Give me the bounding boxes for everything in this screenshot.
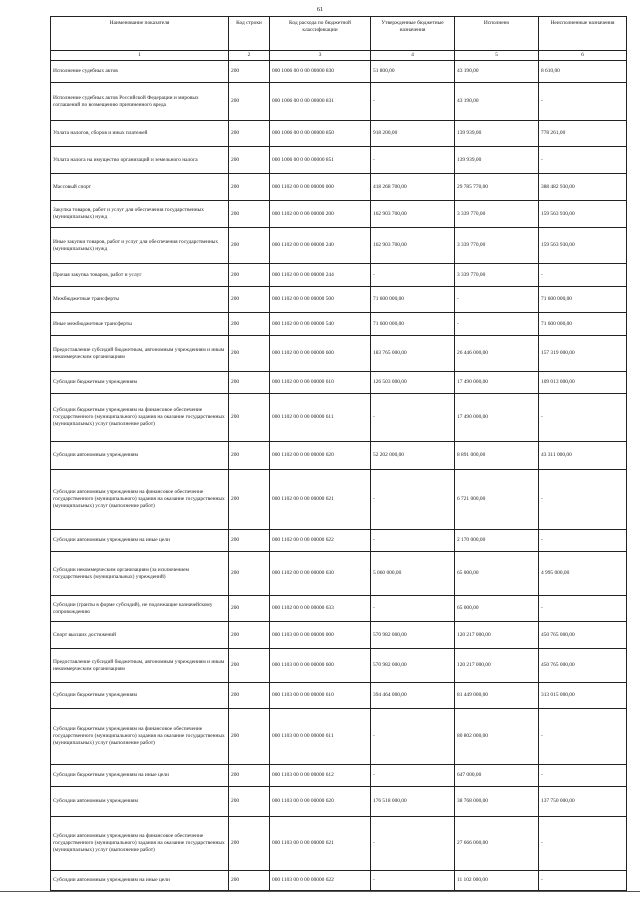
unexecuted-value-cell: 71 600 000,00 — [539, 313, 627, 336]
budget-code-cell: 000 1102 00 0 00 00000 633 — [270, 596, 371, 622]
budget-code-cell: 000 1102 00 0 00 00000 000 — [270, 174, 371, 201]
executed-value-cell: 139 939,00 — [455, 121, 539, 147]
header-indicator-name: Наименование показателя — [51, 17, 229, 51]
header-approved: Утвержденные бюджетные назначения — [371, 17, 455, 51]
table-row — [51, 649, 627, 683]
budget-code-cell: 000 1103 00 0 00 00000 600 — [270, 649, 371, 683]
approved-value-cell: - — [371, 530, 455, 552]
line-code-cell: 200 — [229, 264, 270, 287]
executed-value-cell: 6 721 000,00 — [455, 470, 539, 530]
executed-value-cell: 17 490 000,00 — [455, 372, 539, 394]
indicator-name-cell: Субсидии бюджетным учреждениям — [51, 683, 229, 709]
column-number: 3 — [270, 51, 371, 61]
unexecuted-value-cell: - — [539, 596, 627, 622]
approved-value-cell: - — [371, 83, 455, 121]
executed-value-cell: 120 217 000,00 — [455, 622, 539, 649]
approved-value-cell: - — [371, 394, 455, 442]
header-executed: Исполнено — [455, 17, 539, 51]
line-code-cell: 200 — [229, 394, 270, 442]
header-line-code: Код строки — [229, 17, 270, 51]
line-code-cell: 200 — [229, 228, 270, 264]
table-row — [51, 683, 627, 709]
executed-value-cell: 11 102 000,00 — [455, 871, 539, 891]
unexecuted-value-cell: 8 610,00 — [539, 61, 627, 83]
indicator-name-cell: Субсидии автономным учреждениям на финансовое обеспечение государственного (муниципального) задания на оказание государственных (муниципальных) услуг (выполнение работ) — [51, 470, 229, 530]
indicator-name-cell: Массовый спорт — [51, 174, 229, 201]
line-code-cell: 200 — [229, 596, 270, 622]
column-number: 4 — [371, 51, 455, 61]
budget-code-cell: 000 1103 00 0 00 00000 000 — [270, 622, 371, 649]
table-row — [51, 765, 627, 787]
indicator-name-cell: Предоставление субсидий бюджетным, автономным учреждениям и иным некоммерческим организациям — [51, 649, 229, 683]
page-bottom-rule — [0, 891, 640, 892]
approved-value-cell: 71 600 000,00 — [371, 287, 455, 313]
line-code-cell: 200 — [229, 287, 270, 313]
line-code-cell: 200 — [229, 313, 270, 336]
executed-value-cell: 139 939,00 — [455, 147, 539, 174]
line-code-cell: 200 — [229, 622, 270, 649]
unexecuted-value-cell: - — [539, 530, 627, 552]
line-code-cell: 200 — [229, 174, 270, 201]
table-row — [51, 709, 627, 765]
page-number: 61 — [316, 6, 324, 13]
table-row — [51, 336, 627, 372]
line-code-cell: 200 — [229, 787, 270, 817]
approved-value-cell: - — [371, 817, 455, 871]
indicator-name-cell: Субсидии автономным учреждениям на финансовое обеспечение государственного (муниципального) задания на оказание государственных (муниципальных) услуг (выполнение работ) — [51, 817, 229, 871]
executed-value-cell: 8 891 000,00 — [455, 442, 539, 470]
line-code-cell: 200 — [229, 709, 270, 765]
table-row — [51, 201, 627, 228]
unexecuted-value-cell: 450 765 000,00 — [539, 622, 627, 649]
budget-code-cell: 000 1006 00 0 00 00000 850 — [270, 121, 371, 147]
column-number: 5 — [455, 51, 539, 61]
unexecuted-value-cell: 137 750 000,00 — [539, 787, 627, 817]
approved-value-cell: - — [371, 596, 455, 622]
approved-value-cell: 570 982 000,00 — [371, 649, 455, 683]
indicator-name-cell: Субсидии (гранты в форме субсидий), не подлежащие казначейскому сопровождению — [51, 596, 229, 622]
budget-code-cell: 000 1102 00 0 00 00000 244 — [270, 264, 371, 287]
indicator-name-cell: Предоставление субсидий бюджетным, автономным учреждениям и иным некоммерческим организациям — [51, 336, 229, 372]
budget-code-cell: 000 1103 00 0 00 00000 622 — [270, 871, 371, 891]
executed-value-cell: 65 000,00 — [455, 596, 539, 622]
budget-code-cell: 000 1103 00 0 00 00000 611 — [270, 709, 371, 765]
indicator-name-cell: Иные закупки товаров, работ и услуг для обеспечения государственных (муниципальных) нужд — [51, 228, 229, 264]
approved-value-cell: 51 800,00 — [371, 61, 455, 83]
line-code-cell: 200 — [229, 470, 270, 530]
budget-code-cell: 000 1102 00 0 00 00000 200 — [270, 201, 371, 228]
executed-value-cell: 29 785 770,00 — [455, 174, 539, 201]
executed-value-cell: 81 449 000,00 — [455, 683, 539, 709]
unexecuted-value-cell: 109 013 000,00 — [539, 372, 627, 394]
indicator-name-cell: Исполнение судебных актов — [51, 61, 229, 83]
header-budget-code: Код расхода по бюджетной классификации — [270, 17, 371, 51]
indicator-name-cell: Исполнение судебных актов Российской Федерации и мировых соглашений по возмещению причиненного вреда — [51, 83, 229, 121]
unexecuted-value-cell: - — [539, 470, 627, 530]
unexecuted-value-cell: - — [539, 817, 627, 871]
line-code-cell: 200 — [229, 871, 270, 891]
unexecuted-value-cell: 159 563 930,00 — [539, 201, 627, 228]
approved-value-cell: 126 503 000,00 — [371, 372, 455, 394]
approved-value-cell: 162 903 700,00 — [371, 201, 455, 228]
table-row — [51, 596, 627, 622]
table-row — [51, 174, 627, 201]
unexecuted-value-cell: 4 995 000,00 — [539, 552, 627, 596]
approved-value-cell: 570 982 000,00 — [371, 622, 455, 649]
approved-value-cell: 176 518 000,00 — [371, 787, 455, 817]
line-code-cell: 200 — [229, 121, 270, 147]
unexecuted-value-cell: - — [539, 765, 627, 787]
line-code-cell: 200 — [229, 201, 270, 228]
approved-value-cell: - — [371, 470, 455, 530]
table-row — [51, 61, 627, 83]
indicator-name-cell: Иные межбюджетные трансферты — [51, 313, 229, 336]
approved-value-cell: 71 600 000,00 — [371, 313, 455, 336]
unexecuted-value-cell: - — [539, 709, 627, 765]
unexecuted-value-cell: 71 600 000,00 — [539, 287, 627, 313]
approved-value-cell: 418 268 700,00 — [371, 174, 455, 201]
budget-code-cell: 000 1102 00 0 00 00000 500 — [270, 287, 371, 313]
table-row — [51, 470, 627, 530]
indicator-name-cell: Уплата налогов, сборов и иных платежей — [51, 121, 229, 147]
unexecuted-value-cell: 159 563 930,00 — [539, 228, 627, 264]
budget-code-cell: 000 1102 00 0 00 00000 610 — [270, 372, 371, 394]
executed-value-cell: - — [455, 287, 539, 313]
budget-code-cell: 000 1103 00 0 00 00000 621 — [270, 817, 371, 871]
line-code-cell: 200 — [229, 147, 270, 174]
executed-value-cell: - — [455, 313, 539, 336]
table-row — [51, 530, 627, 552]
approved-value-cell: 394 464 000,00 — [371, 683, 455, 709]
approved-value-cell: 162 903 700,00 — [371, 228, 455, 264]
indicator-name-cell: Прочая закупка товаров, работ и услуг — [51, 264, 229, 287]
table-row — [51, 83, 627, 121]
column-number: 6 — [539, 51, 627, 61]
indicator-name-cell: Субсидии автономным учреждениям — [51, 442, 229, 470]
budget-code-cell: 000 1103 00 0 00 00000 620 — [270, 787, 371, 817]
unexecuted-value-cell: 157 319 000,00 — [539, 336, 627, 372]
unexecuted-value-cell: - — [539, 83, 627, 121]
column-number: 1 — [51, 51, 229, 61]
executed-value-cell: 26 446 000,00 — [455, 336, 539, 372]
indicator-name-cell: Закупка товаров, работ и услуг для обеспечения государственных (муниципальных) нужд — [51, 201, 229, 228]
executed-value-cell: 3 339 770,00 — [455, 228, 539, 264]
indicator-name-cell: Межбюджетные трансферты — [51, 287, 229, 313]
approved-value-cell: 5 060 000,00 — [371, 552, 455, 596]
table-row — [51, 147, 627, 174]
executed-value-cell: 17 490 000,00 — [455, 394, 539, 442]
table-row — [51, 264, 627, 287]
approved-value-cell: - — [371, 871, 455, 891]
executed-value-cell: 43 190,00 — [455, 83, 539, 121]
executed-value-cell: 38 768 000,00 — [455, 787, 539, 817]
executed-value-cell: 65 000,00 — [455, 552, 539, 596]
budget-code-cell: 000 1102 00 0 00 00000 240 — [270, 228, 371, 264]
unexecuted-value-cell: - — [539, 147, 627, 174]
unexecuted-value-cell: - — [539, 264, 627, 287]
indicator-name-cell: Субсидии автономным учреждениям на иные цели — [51, 871, 229, 891]
approved-value-cell: - — [371, 147, 455, 174]
budget-code-cell: 000 1006 00 0 00 00000 830 — [270, 61, 371, 83]
executed-value-cell: 2 170 000,00 — [455, 530, 539, 552]
approved-value-cell: 52 202 000,00 — [371, 442, 455, 470]
indicator-name-cell: Субсидии автономным учреждениям на иные цели — [51, 530, 229, 552]
budget-code-cell: 000 1006 00 0 00 00000 851 — [270, 147, 371, 174]
budget-code-cell: 000 1102 00 0 00 00000 630 — [270, 552, 371, 596]
table-body — [51, 61, 627, 891]
indicator-name-cell: Субсидии бюджетным учреждениям на иные цели — [51, 765, 229, 787]
approved-value-cell: - — [371, 709, 455, 765]
table-row — [51, 871, 627, 891]
budget-code-cell: 000 1006 00 0 00 00000 831 — [270, 83, 371, 121]
budget-code-cell: 000 1102 00 0 00 00000 622 — [270, 530, 371, 552]
executed-value-cell: 120 217 000,00 — [455, 649, 539, 683]
indicator-name-cell: Субсидии бюджетным учреждениям — [51, 372, 229, 394]
line-code-cell: 200 — [229, 442, 270, 470]
approved-value-cell: 918 200,00 — [371, 121, 455, 147]
unexecuted-value-cell: - — [539, 394, 627, 442]
table-row — [51, 552, 627, 596]
unexecuted-value-cell: 388 482 930,00 — [539, 174, 627, 201]
line-code-cell: 200 — [229, 765, 270, 787]
line-code-cell: 200 — [229, 530, 270, 552]
executed-value-cell: 3 339 770,00 — [455, 201, 539, 228]
budget-code-cell: 000 1102 00 0 00 00000 620 — [270, 442, 371, 470]
table-row — [51, 442, 627, 470]
executed-value-cell: 80 802 000,00 — [455, 709, 539, 765]
table-row — [51, 394, 627, 442]
approved-value-cell: 183 765 000,00 — [371, 336, 455, 372]
line-code-cell: 200 — [229, 336, 270, 372]
header-row — [51, 17, 627, 51]
budget-code-cell: 000 1103 00 0 00 00000 610 — [270, 683, 371, 709]
indicator-name-cell: Субсидии бюджетным учреждениям на финансовое обеспечение государственного (муниципального) задания на оказание государственных (муниципальных) услуг (выполнение работ) — [51, 394, 229, 442]
unexecuted-value-cell: 778 261,00 — [539, 121, 627, 147]
budget-execution-table — [50, 16, 627, 891]
table-row — [51, 372, 627, 394]
table-row — [51, 622, 627, 649]
unexecuted-value-cell: 43 311 000,00 — [539, 442, 627, 470]
table-row — [51, 287, 627, 313]
indicator-name-cell: Спорт высших достижений — [51, 622, 229, 649]
budget-code-cell: 000 1102 00 0 00 00000 600 — [270, 336, 371, 372]
executed-value-cell: 647 000,00 — [455, 765, 539, 787]
executed-value-cell: 3 339 770,00 — [455, 264, 539, 287]
indicator-name-cell: Субсидии бюджетным учреждениям на финансовое обеспечение государственного (муниципального) задания на оказание государственных (муниципальных) услуг (выполнение работ) — [51, 709, 229, 765]
unexecuted-value-cell: 450 765 000,00 — [539, 649, 627, 683]
executed-value-cell: 27 666 000,00 — [455, 817, 539, 871]
approved-value-cell: - — [371, 264, 455, 287]
table-row — [51, 121, 627, 147]
approved-value-cell: - — [371, 765, 455, 787]
table-row — [51, 313, 627, 336]
line-code-cell: 200 — [229, 683, 270, 709]
executed-value-cell: 43 190,00 — [455, 61, 539, 83]
indicator-name-cell: Субсидии некоммерческим организациям (за исключением государственных (муниципальных) учреждений) — [51, 552, 229, 596]
budget-code-cell: 000 1103 00 0 00 00000 612 — [270, 765, 371, 787]
unexecuted-value-cell: 313 015 000,00 — [539, 683, 627, 709]
unexecuted-value-cell: - — [539, 871, 627, 891]
line-code-cell: 200 — [229, 372, 270, 394]
budget-code-cell: 000 1102 00 0 00 00000 540 — [270, 313, 371, 336]
budget-code-cell: 000 1102 00 0 00 00000 621 — [270, 470, 371, 530]
line-code-cell: 200 — [229, 83, 270, 121]
budget-code-cell: 000 1102 00 0 00 00000 611 — [270, 394, 371, 442]
table-row — [51, 228, 627, 264]
line-code-cell: 200 — [229, 61, 270, 83]
line-code-cell: 200 — [229, 552, 270, 596]
column-number-row — [51, 51, 627, 61]
indicator-name-cell: Уплата налога на имущество организаций и земельного налога — [51, 147, 229, 174]
line-code-cell: 200 — [229, 649, 270, 683]
table-row — [51, 787, 627, 817]
table-row — [51, 817, 627, 871]
header-unexecuted: Неисполненные назначения — [539, 17, 627, 51]
indicator-name-cell: Субсидии автономным учреждениям — [51, 787, 229, 817]
column-number: 2 — [229, 51, 270, 61]
line-code-cell: 200 — [229, 817, 270, 871]
